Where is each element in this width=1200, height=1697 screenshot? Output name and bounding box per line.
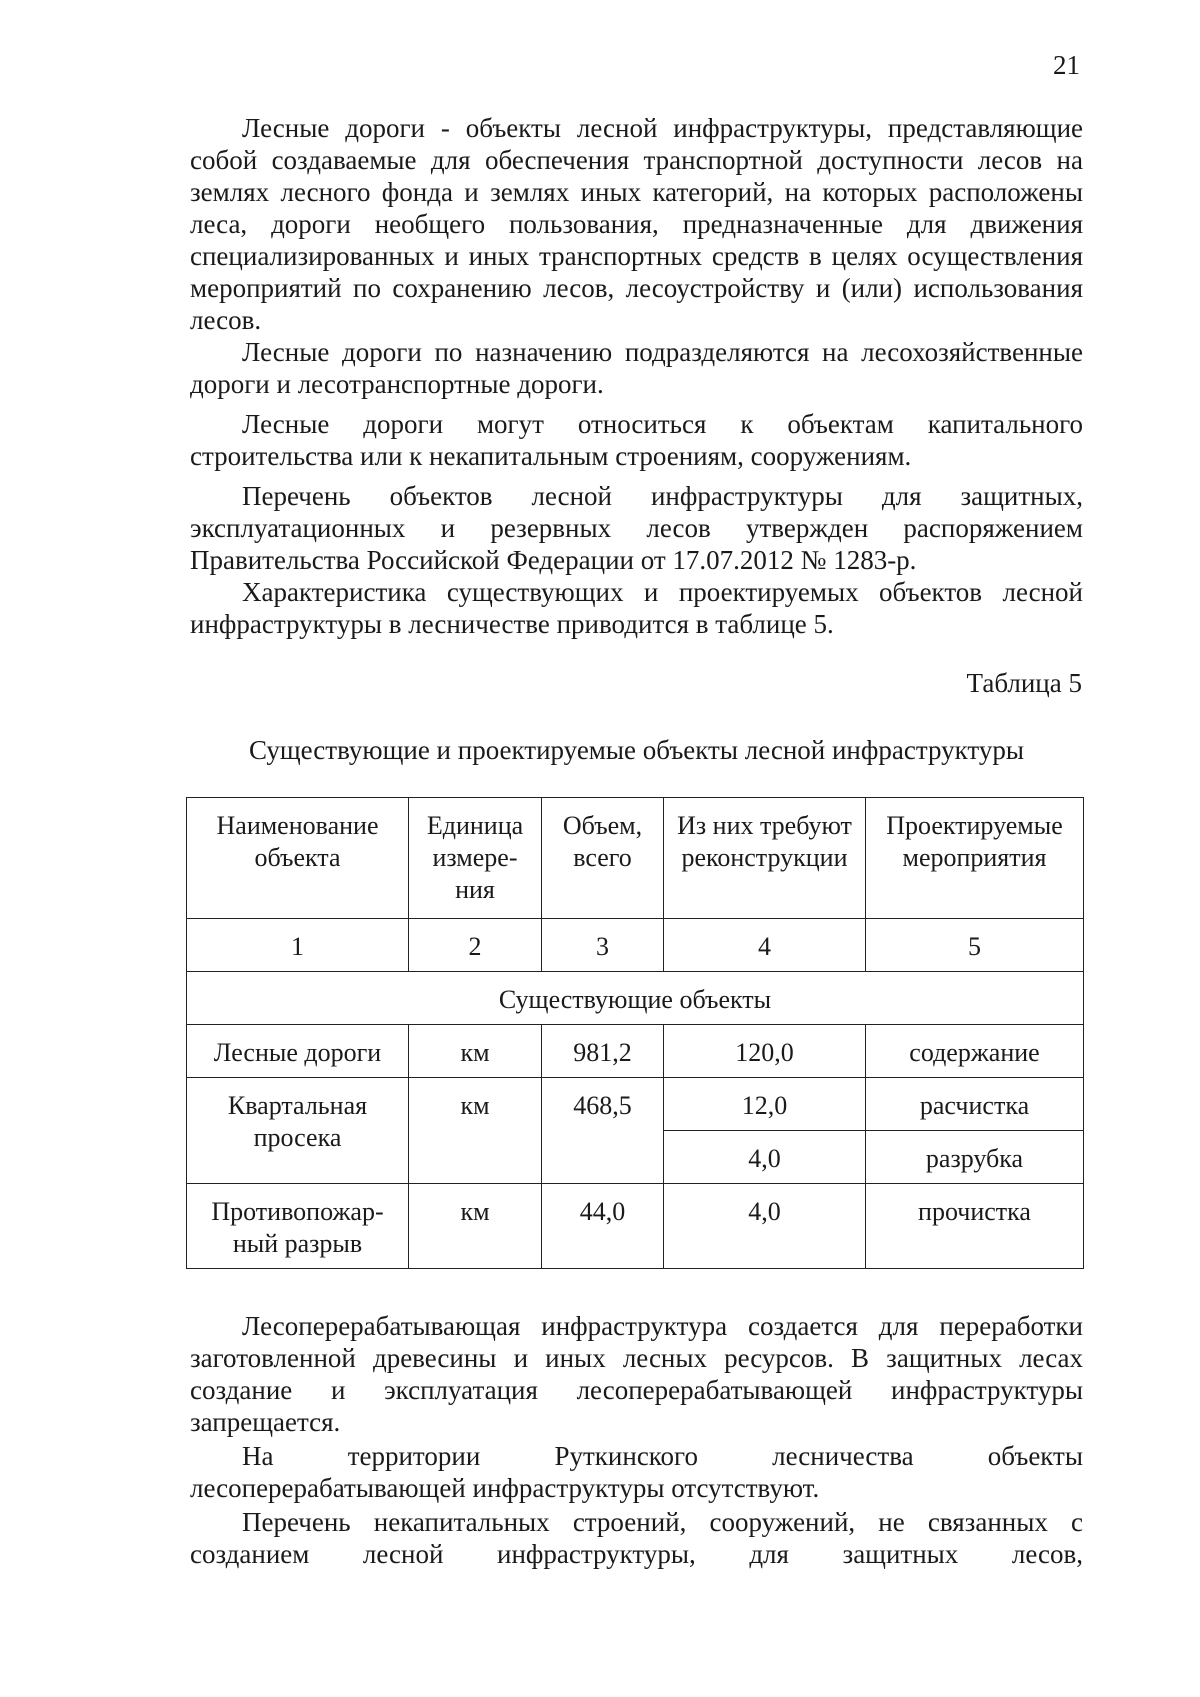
- cell-measures: разрубка: [866, 1131, 1084, 1184]
- paragraph-table-reference: Характеристика существующих и проектируемых объектов лесной инфраструктуры в лесничестве приводится в таблице 5.: [190, 577, 1083, 639]
- cell-measures: расчистка: [866, 1078, 1084, 1131]
- header-cell: Единица измере- ния: [409, 798, 542, 919]
- infrastructure-table: [186, 797, 1084, 1269]
- paragraph-rutkinsky-forestry: На территории Руткинского лесничества объекты лесоперерабатывающей инфраструктуры отсутствуют.: [190, 1441, 1083, 1503]
- cell-unit: км: [409, 1078, 542, 1184]
- column-number: 4: [664, 919, 866, 972]
- cell-reconstruction: 120,0: [664, 1025, 866, 1078]
- cell-reconstruction: 4,0: [664, 1184, 866, 1269]
- paragraph-forest-roads-definition: Лесные дороги - объекты лесной инфраструктуры, представляющие собой создаваемые для обеспечения транспортной доступности лесов на землях лесного фонда и землях иных категорий, на которых расположены леса, дороги необщего пользования, предназначенные для движения специализированных и иных транспортных средств в целях осуществления мероприятий по сохранению лесов, лесоустройству и (или) использования лесов.: [190, 113, 1083, 335]
- cell-total: 468,5: [542, 1078, 664, 1184]
- table-caption: Существующие и проектируемые объекты лесной инфраструктуры: [249, 735, 1024, 765]
- paragraph-roads-capital: Лесные дороги могут относиться к объектам капитального строительства или к некапитальным строениям, сооружениям.: [190, 409, 1083, 471]
- cell-name: Квартальная просека: [187, 1078, 409, 1184]
- cell-unit: км: [409, 1184, 542, 1269]
- cell-reconstruction: 4,0: [664, 1131, 866, 1184]
- table-row: [187, 1025, 1084, 1078]
- cell-measures: прочистка: [866, 1184, 1084, 1269]
- cell-name: Лесные дороги: [187, 1025, 409, 1078]
- cell-unit: км: [409, 1025, 542, 1078]
- table-label: Таблица 5: [966, 668, 1082, 698]
- column-number-row: [187, 919, 1084, 972]
- column-number: 5: [866, 919, 1084, 972]
- header-cell: Наименование объекта: [187, 798, 409, 919]
- cell-total: 981,2: [542, 1025, 664, 1078]
- section-title: Существующие объекты: [187, 972, 1084, 1025]
- column-number: 1: [187, 919, 409, 972]
- table-header-row: [187, 798, 1084, 919]
- table-row: [187, 1078, 1084, 1131]
- column-number: 2: [409, 919, 542, 972]
- header-cell: Из них требуют реконструкции: [664, 798, 866, 919]
- cell-reconstruction: 12,0: [664, 1078, 866, 1131]
- header-cell: Объем, всего: [542, 798, 664, 919]
- paragraph-roads-purpose: Лесные дороги по назначению подразделяются на лесохозяйственные дороги и лесотранспортные дороги.: [190, 337, 1083, 399]
- table-row: [187, 1184, 1084, 1269]
- paragraph-processing-infrastructure: Лесоперерабатывающая инфраструктура создается для переработки заготовленной древесины и иных лесных ресурсов. В защитных лесах создание и эксплуатация лесоперерабатывающей инфраструктуры запрещается.: [190, 1311, 1083, 1437]
- column-number: 3: [542, 919, 664, 972]
- paragraph-infrastructure-list: Перечень объектов лесной инфраструктуры для защитных, эксплуатационных и резервных лесов утвержден распоряжением Правительства Российской Федерации от 17.07.2012 № 1283-р.: [190, 481, 1083, 575]
- cell-name: Противопожар-ный разрыв: [187, 1184, 409, 1269]
- section-row: [187, 972, 1084, 1025]
- cell-measures: содержание: [866, 1025, 1084, 1078]
- cell-total: 44,0: [542, 1184, 664, 1269]
- header-cell: Проектируемые мероприятия: [866, 798, 1084, 919]
- page-number: 21: [1053, 50, 1080, 80]
- paragraph-noncapital-list: Перечень некапитальных строений, сооружений, не связанных с созданием лесной инфраструктуры, для защитных лесов,: [190, 1507, 1083, 1569]
